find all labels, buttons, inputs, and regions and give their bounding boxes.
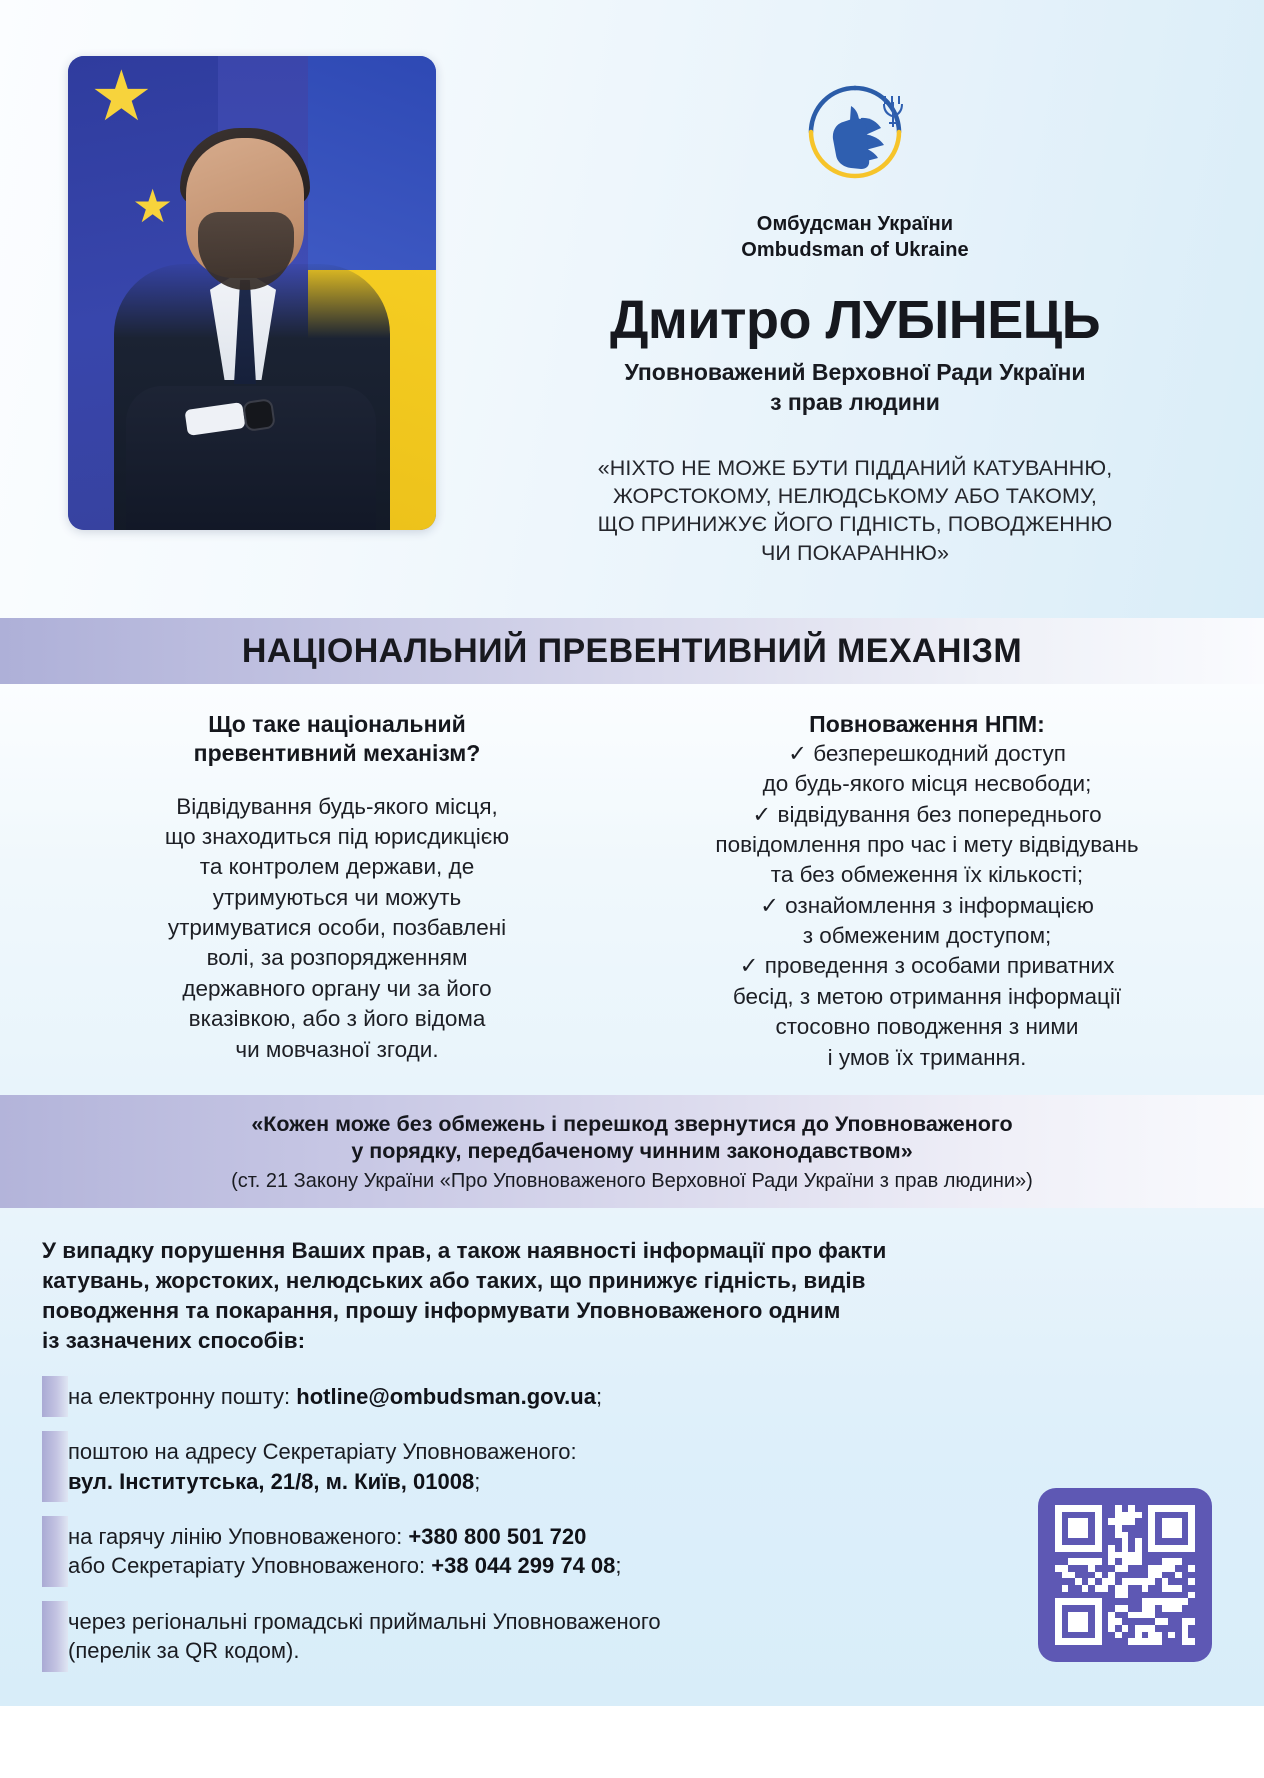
contact-qr-note: (перелік за QR кодом). [68, 1638, 300, 1664]
column-definition-body [42, 792, 632, 1065]
power-line: стосовно поводження з ними [775, 1014, 1079, 1040]
heading-line2: превентивний механізм? [193, 739, 481, 766]
power-line: бесід, з метою отримання інформації [732, 983, 1122, 1009]
definition-line: утримуватися особи, позбавлені [167, 915, 507, 940]
heading-line1: Що таке національний [208, 711, 466, 737]
person-role [446, 358, 1264, 418]
column-definition [42, 710, 632, 1073]
power-line: ✓ безперешкодний доступ [788, 740, 1066, 766]
contact-intro-line: поводження та покарання, прошу інформувати Уповноваженого одним [42, 1297, 841, 1323]
column-powers-heading: Повноваження НПМ: [809, 711, 1045, 737]
definition-line: що знаходиться під юрисдикцією [164, 823, 510, 849]
power-line: до будь-якого місця несвободи; [762, 771, 1092, 797]
contact-email-value[interactable]: hotline@ombudsman.gov.ua [296, 1383, 596, 1409]
logo-caption-uk: Омбудсман України [756, 213, 954, 235]
definition-line: утримуються чи можуть [212, 884, 462, 910]
person-role-line1: Уповноважений Верховної Ради України [624, 359, 1086, 386]
law-quote-line2: у порядку, передбаченому чинним законодавством» [351, 1139, 913, 1164]
definition-line: волі, за розпорядженням [206, 945, 468, 971]
contact-phone-value[interactable]: +38 044 299 74 08 [431, 1553, 616, 1579]
hero-quote-line: ЖОРСТОКОМУ, НЕЛЮДСЬКОМУ АБО ТАКОМУ, [613, 484, 1097, 509]
contact-section [0, 1208, 1264, 1706]
hero-quote [446, 454, 1264, 567]
definition-line: вказівкою, або з його відома [188, 1006, 486, 1032]
two-column-section [0, 684, 1264, 1095]
contact-hotline-value[interactable]: +380 800 501 720 [408, 1524, 587, 1549]
hero-content [446, 0, 1264, 567]
definition-line: державного органу чи за його [182, 975, 492, 1001]
power-line: ✓ проведення з особами приватних [739, 953, 1115, 979]
contact-label: або Секретаріату Уповноваженого: [68, 1553, 432, 1579]
section-banner [0, 618, 1264, 684]
contact-row-post [42, 1437, 1222, 1496]
ombudsman-hand-trident-logo [795, 78, 915, 200]
contact-intro-line: із зазначених способів: [42, 1327, 306, 1353]
wristwatch-icon [242, 398, 276, 432]
law-quote-line1: «Кожен може без обмежень і перешкод звернутися до Уповноваженого [251, 1111, 1013, 1136]
contact-row-email [42, 1382, 1222, 1411]
column-powers [632, 710, 1222, 1073]
contact-tail: ; [595, 1383, 603, 1409]
contact-label: через регіональні громадські приймальні Уповноваженого [68, 1608, 661, 1634]
power-line: та без обмеження їх кількості; [770, 862, 1084, 888]
ukraine-flag-blue [308, 56, 436, 288]
contact-label: на електронну пошту: [68, 1383, 297, 1409]
hero-section [0, 0, 1264, 618]
definition-line: чи мовчазної згоди. [235, 1036, 439, 1062]
qr-code-matrix [1055, 1505, 1195, 1645]
definition-line: та контролем держави, де [199, 854, 475, 880]
contact-intro [42, 1236, 1222, 1356]
power-line: ✓ ознайомлення з інформацією [760, 892, 1094, 918]
hero-quote-line: «НІХТО НЕ МОЖЕ БУТИ ПІДДАНИЙ КАТУВАННЮ, [597, 456, 1113, 481]
contact-intro-line: катувань, жорстоких, нелюдських або таких, що принижує гідність, видів [42, 1267, 866, 1293]
power-line: повідомлення про час і мету відвідувань [715, 831, 1139, 857]
column-definition-heading [42, 710, 632, 768]
hero-quote-line: ЧИ ПОКАРАННЮ» [760, 540, 950, 565]
hero-quote-line: ЩО ПРИНИЖУЄ ЙОГО ГІДНІСТЬ, ПОВОДЖЕННЮ [597, 512, 1113, 537]
contact-tail: ; [474, 1468, 481, 1494]
power-line: ✓ відвідування без попереднього [752, 801, 1102, 827]
column-powers-body [632, 739, 1222, 1073]
contact-address-value: вул. Інститутська, 21/8, м. Київ, 01008 [68, 1468, 475, 1494]
contact-label: поштою на адресу Секретаріату Уповноваженого: [68, 1439, 577, 1465]
logo-caption-en: Ombudsman of Ukraine [741, 238, 969, 261]
contact-intro-line: У випадку порушення Ваших прав, а також наявності інформації про факти [42, 1237, 887, 1263]
power-line: і умов їх тримання. [827, 1044, 1027, 1070]
power-line: з обмеженим доступом; [802, 923, 1052, 948]
person-name: Дмитро ЛУБІНЕЦЬ [609, 290, 1101, 351]
law-quote-box [0, 1095, 1264, 1208]
definition-line: Відвідування будь-якого місця, [176, 793, 498, 819]
contact-tail: ; [615, 1553, 622, 1579]
law-quote-source: (ст. 21 Закону України «Про Уповноваженого Верховної Ради України з прав людини») [231, 1169, 1033, 1192]
portrait-photo [68, 56, 436, 530]
qr-code[interactable] [1038, 1488, 1212, 1662]
banner-title: НАЦІОНАЛЬНИЙ ПРЕВЕНТИВНИЙ МЕХАНІЗМ [241, 631, 1023, 670]
person-role-line2: з прав людини [770, 389, 940, 416]
logo-caption [741, 212, 969, 263]
contact-label: на гарячу лінію Уповноваженого: [68, 1524, 409, 1549]
